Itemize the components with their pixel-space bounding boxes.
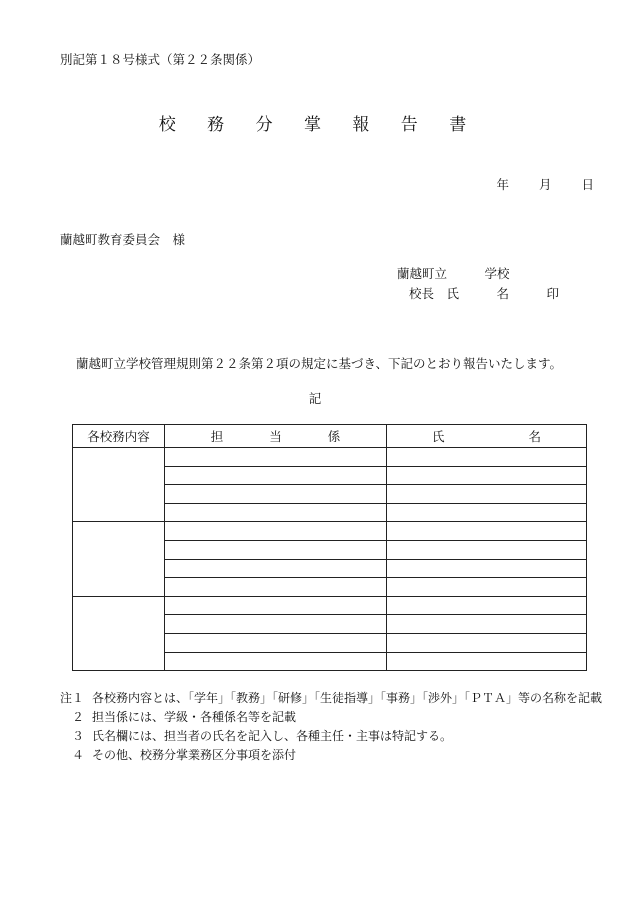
note-item [60,746,602,765]
person-in-charge-cell[interactable] [165,652,387,671]
person-in-charge-cell[interactable] [165,466,387,485]
name-cell[interactable] [387,540,587,559]
name-cell[interactable] [387,652,587,671]
person-in-charge-cell[interactable] [165,578,387,597]
sender-school: 蘭越町立 学校 [397,266,510,281]
form-number: 別記第１８号様式（第２２条関係） [60,52,261,67]
name-cell[interactable] [387,466,587,485]
header-person-in-charge-char: 係 [327,429,341,444]
name-cell[interactable] [387,485,587,504]
header-name [387,425,587,448]
person-in-charge-cell[interactable] [165,596,387,615]
person-in-charge-cell[interactable] [165,503,387,522]
note-text: その他、校務分掌業務区分事項を添付 [92,748,297,762]
duty-cell[interactable] [73,596,165,670]
note-text: 各校務内容とは、「学年」「教務」「研修」「生徒指導」「事務」「渉外」「ＰＴＡ」等の名称を記載 [92,691,603,705]
duty-cell[interactable] [73,522,165,596]
note-text: 氏名欄には、担当者の氏名を記入し、各種主任・主事は特記する。 [92,729,453,743]
note-number: ２ [71,710,84,724]
table-row [73,448,587,467]
person-in-charge-cell[interactable] [165,633,387,652]
person-in-charge-cell[interactable] [165,559,387,578]
name-cell[interactable] [387,522,587,541]
addressee: 蘭越町教育委員会 様 [60,232,186,247]
person-in-charge-cell[interactable] [165,615,387,634]
note-item [60,727,602,746]
table-row [73,522,587,541]
date-line [470,175,594,193]
header-name-char: 氏 [431,429,445,444]
date-month: 月 [538,177,552,192]
header-person-in-charge-char: 担 [210,429,224,444]
header-duty: 各校務内容 [73,425,165,448]
name-cell[interactable] [387,503,587,522]
date-day: 日 [581,177,594,192]
ki-label: 記 [308,391,322,406]
name-cell[interactable] [387,615,587,634]
header-person-in-charge-char: 当 [269,429,282,444]
report-statement: 蘭越町立学校管理規則第２２条第２項の規定に基づき、下記のとおり報告いたします。 [76,356,563,371]
table-body [73,448,587,671]
person-in-charge-cell[interactable] [165,540,387,559]
name-cell[interactable] [387,448,587,467]
note-number: 注１ [60,691,85,705]
name-cell[interactable] [387,596,587,615]
note-item [60,708,602,727]
duty-assignment-table [72,424,587,671]
header-person-in-charge [165,425,387,448]
person-in-charge-cell[interactable] [165,485,387,504]
note-item [60,689,602,708]
header-name-char: 名 [528,429,542,444]
table-header-row [73,425,587,448]
document-title: 校 務 分 掌 報 告 書 [158,115,480,135]
note-number: ４ [71,748,84,762]
duty-cell[interactable] [73,448,165,522]
table-row [73,596,587,615]
person-in-charge-cell[interactable] [165,522,387,541]
note-number: ３ [71,729,84,743]
notes [60,689,602,765]
name-cell[interactable] [387,559,587,578]
sender-principal: 校長 氏 名 印 [409,286,560,301]
person-in-charge-cell[interactable] [165,448,387,467]
date-year: 年 [496,177,509,192]
name-cell[interactable] [387,578,587,597]
note-text: 担当係には、学級・各種係名等を記載 [92,710,297,724]
name-cell[interactable] [387,633,587,652]
